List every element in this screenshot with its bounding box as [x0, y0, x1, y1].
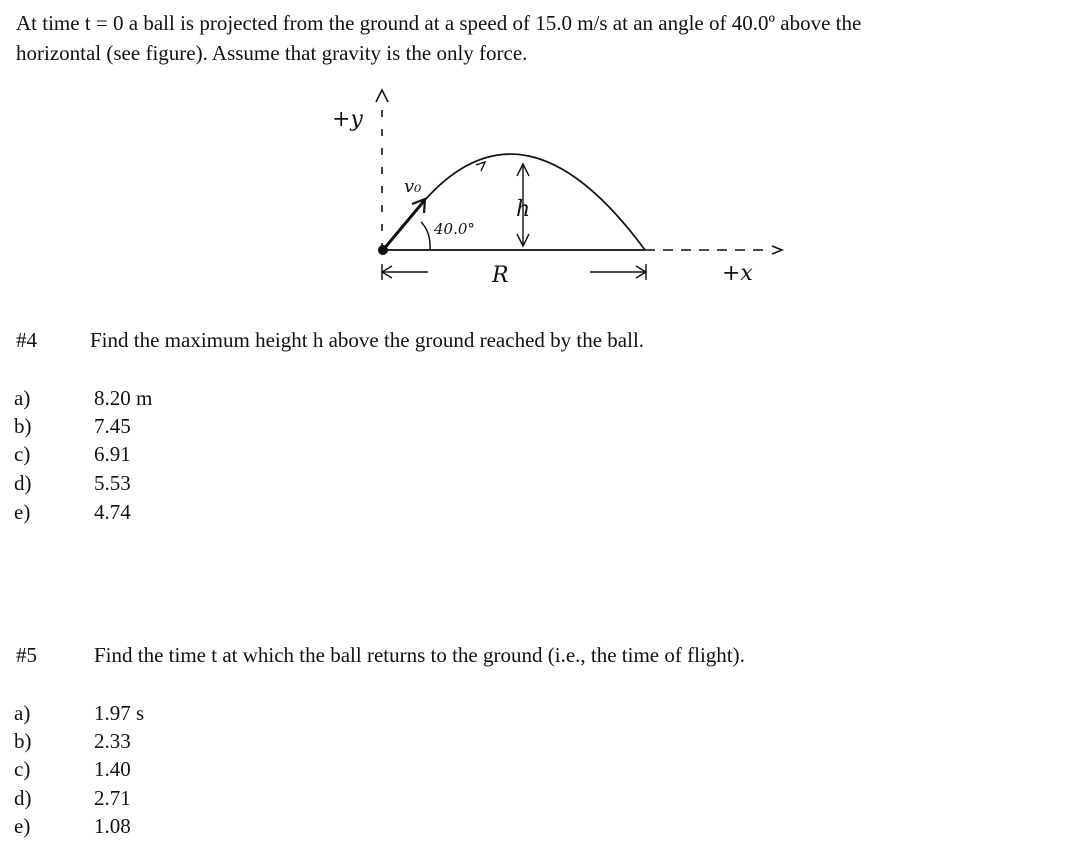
velocity-label: v₀	[404, 176, 422, 197]
x-axis-label: +x	[722, 261, 753, 286]
y-axis-label: +y	[332, 107, 363, 132]
q5-option-a-value: 1.97 s	[94, 701, 145, 725]
projectile-figure	[320, 82, 800, 292]
q4-option-e-value: 4.74	[94, 500, 131, 524]
problem-line-2: horizontal (see figure). Assume that gravity is the only force.	[16, 41, 528, 65]
y-axis-arrow-icon	[376, 90, 388, 102]
q5-option-d-value: 2.71	[94, 786, 131, 810]
q5-option-b-value: 2.33	[94, 729, 131, 753]
angle-label: 40.0°	[434, 220, 475, 238]
q4-option-b-value: 7.45	[94, 414, 131, 438]
question-5-number: #5	[16, 643, 37, 667]
height-label: h	[516, 197, 531, 222]
range-label: R	[492, 263, 509, 288]
q5-option-d-letter: d)	[14, 786, 32, 810]
q4-option-e-letter: e)	[14, 500, 31, 524]
x-axis-arrow-icon	[772, 246, 782, 254]
q5-option-c-value: 1.40	[94, 757, 131, 781]
q5-option-e-letter: e)	[14, 814, 31, 838]
question-4-number: #4	[16, 328, 37, 352]
q4-option-d-value: 5.53	[94, 471, 131, 495]
projectile-diagram	[320, 82, 800, 292]
q5-option-a-letter: a)	[14, 701, 31, 725]
q4-option-a-value: 8.20 m	[94, 386, 153, 410]
q4-option-d-letter: d)	[14, 471, 32, 495]
q4-option-c-letter: c)	[14, 442, 31, 466]
problem-line-1: At time t = 0 a ball is projected from the ground at a speed of 15.0 m/s at an angle of 40.0º above the	[16, 11, 862, 35]
trajectory-direction-icon	[476, 162, 485, 171]
velocity-vector	[383, 201, 424, 250]
q4-option-a-letter: a)	[14, 386, 31, 410]
question-5-text: Find the time t at which the ball returns to the ground (i.e., the time of flight).	[94, 643, 745, 667]
q5-option-e-value: 1.08	[94, 814, 131, 838]
question-4-text: Find the maximum height h above the ground reached by the ball.	[90, 328, 645, 352]
angle-arc	[421, 222, 430, 250]
q5-option-c-letter: c)	[14, 757, 31, 781]
q4-option-b-letter: b)	[14, 414, 32, 438]
problem-statement	[16, 8, 1076, 68]
q4-option-c-value: 6.91	[94, 442, 131, 466]
q5-option-b-letter: b)	[14, 729, 32, 753]
